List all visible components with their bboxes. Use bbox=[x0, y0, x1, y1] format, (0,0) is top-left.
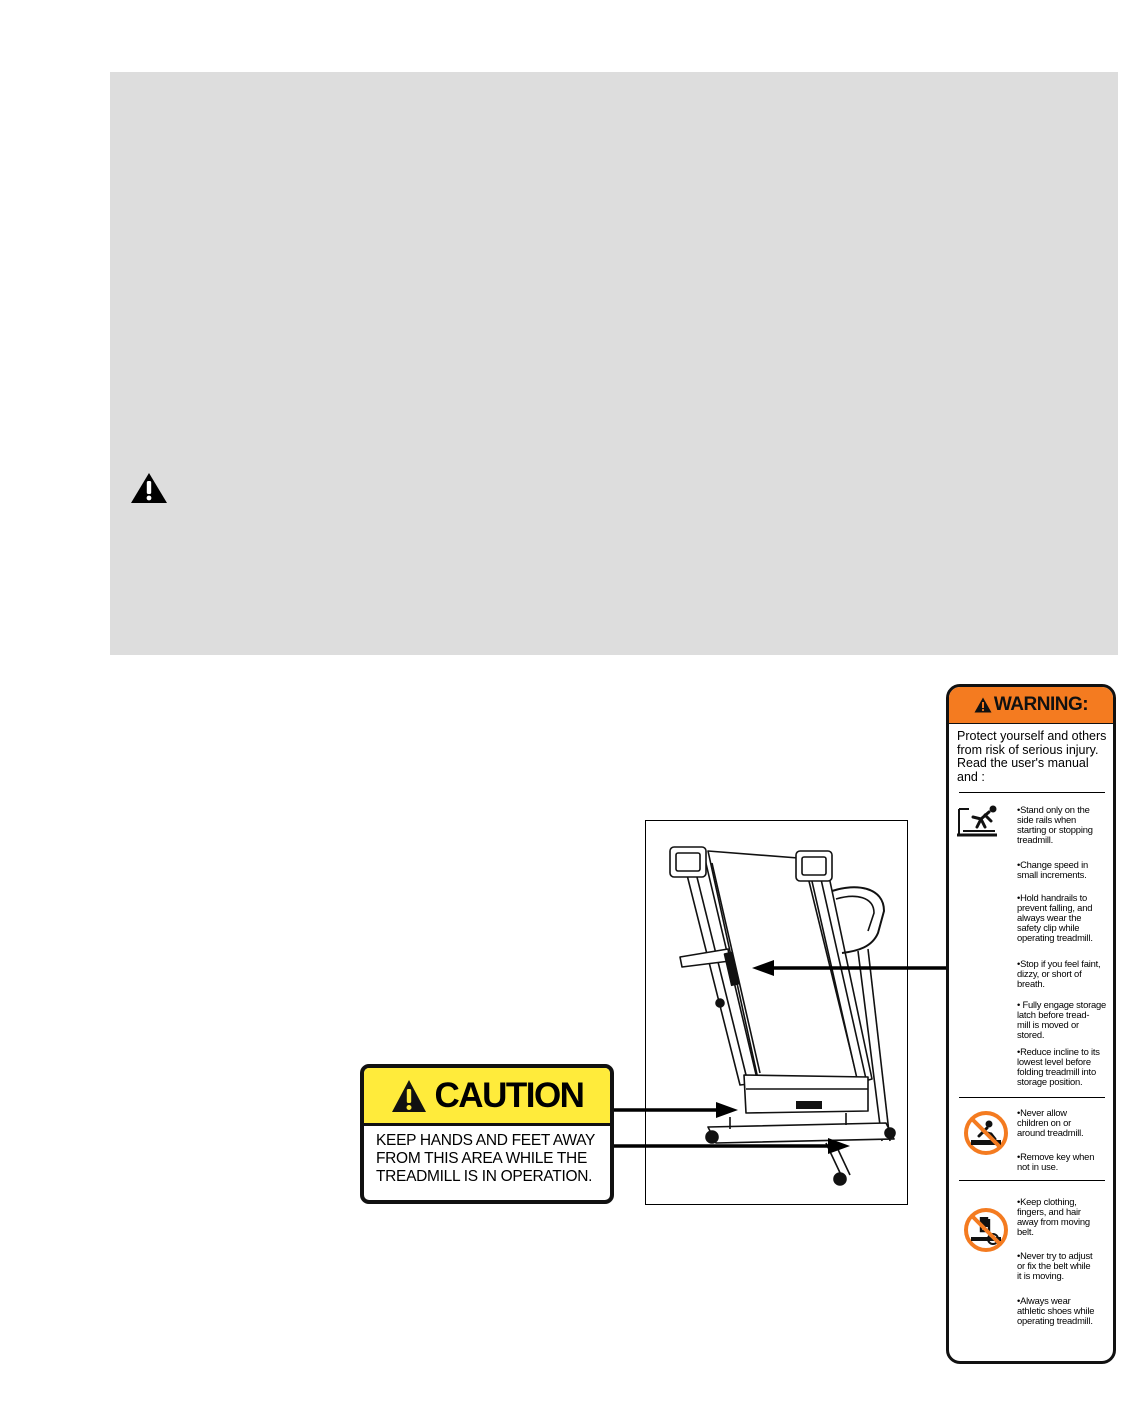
caution-line: FROM THIS AREA WHILE THE bbox=[376, 1150, 587, 1167]
caution-triangle-icon bbox=[391, 1079, 427, 1113]
shaded-text-panel bbox=[110, 72, 1118, 655]
caution-header bbox=[364, 1068, 610, 1126]
warning-item: •Stand only on the side rails when starting or stopping treadmill. bbox=[1017, 804, 1093, 845]
caution-title: CAUTION bbox=[434, 1076, 584, 1115]
warning-item: •Always wear athletic shoes while operating treadmill. bbox=[1017, 1295, 1095, 1326]
treadmill-figure bbox=[645, 820, 908, 1205]
warning-group-children bbox=[949, 1098, 1113, 1180]
caution-text bbox=[364, 1126, 610, 1186]
warning-triangle-icon bbox=[974, 697, 992, 713]
warning-triangle-icon bbox=[130, 472, 168, 504]
warning-item: •Never allow children on or around treadmill. bbox=[1017, 1107, 1084, 1138]
warning-item: •Reduce incline to its lowest level before folding treadmill into storage position. bbox=[1017, 1046, 1100, 1087]
warning-group-falling bbox=[949, 793, 1113, 1097]
no-hands-belt-icon bbox=[963, 1207, 1009, 1253]
warning-item: •Remove key when not in use. bbox=[1017, 1151, 1095, 1172]
warning-items bbox=[1017, 1197, 1094, 1326]
warning-item: •Stop if you feel faint, dizzy, or short of breath. bbox=[1017, 958, 1101, 989]
warning-item: • Fully engage storage latch before tread- mill is moved or stored. bbox=[1017, 999, 1107, 1040]
warning-intro: Protect yourself and others from risk of serious injury. Read the user's manual and : bbox=[957, 729, 1107, 784]
warning-group-belt bbox=[949, 1181, 1113, 1351]
treadmill-illustration bbox=[646, 821, 909, 1206]
no-children-icon bbox=[963, 1110, 1009, 1156]
warning-header bbox=[949, 687, 1113, 724]
warning-items bbox=[1017, 1108, 1094, 1172]
warning-label bbox=[946, 684, 1116, 1364]
caution-label bbox=[360, 1064, 614, 1204]
warning-item: •Hold handrails to prevent falling, and always wear the safety clip while operating treadmill. bbox=[1017, 892, 1093, 943]
caution-line: KEEP HANDS AND FEET AWAY bbox=[376, 1132, 596, 1149]
warning-items bbox=[1017, 805, 1106, 1089]
warning-item: •Never try to adjust or fix the belt while it is moving. bbox=[1017, 1250, 1093, 1281]
warning-title: WARNING: bbox=[993, 694, 1089, 715]
caution-line: TREADMILL IS IN OPERATION. bbox=[376, 1168, 593, 1185]
warning-item: •Change speed in small increments. bbox=[1017, 859, 1088, 880]
warning-item: •Keep clothing, fingers, and hair away from moving belt. bbox=[1017, 1196, 1090, 1237]
falling-person-icon bbox=[955, 803, 999, 839]
